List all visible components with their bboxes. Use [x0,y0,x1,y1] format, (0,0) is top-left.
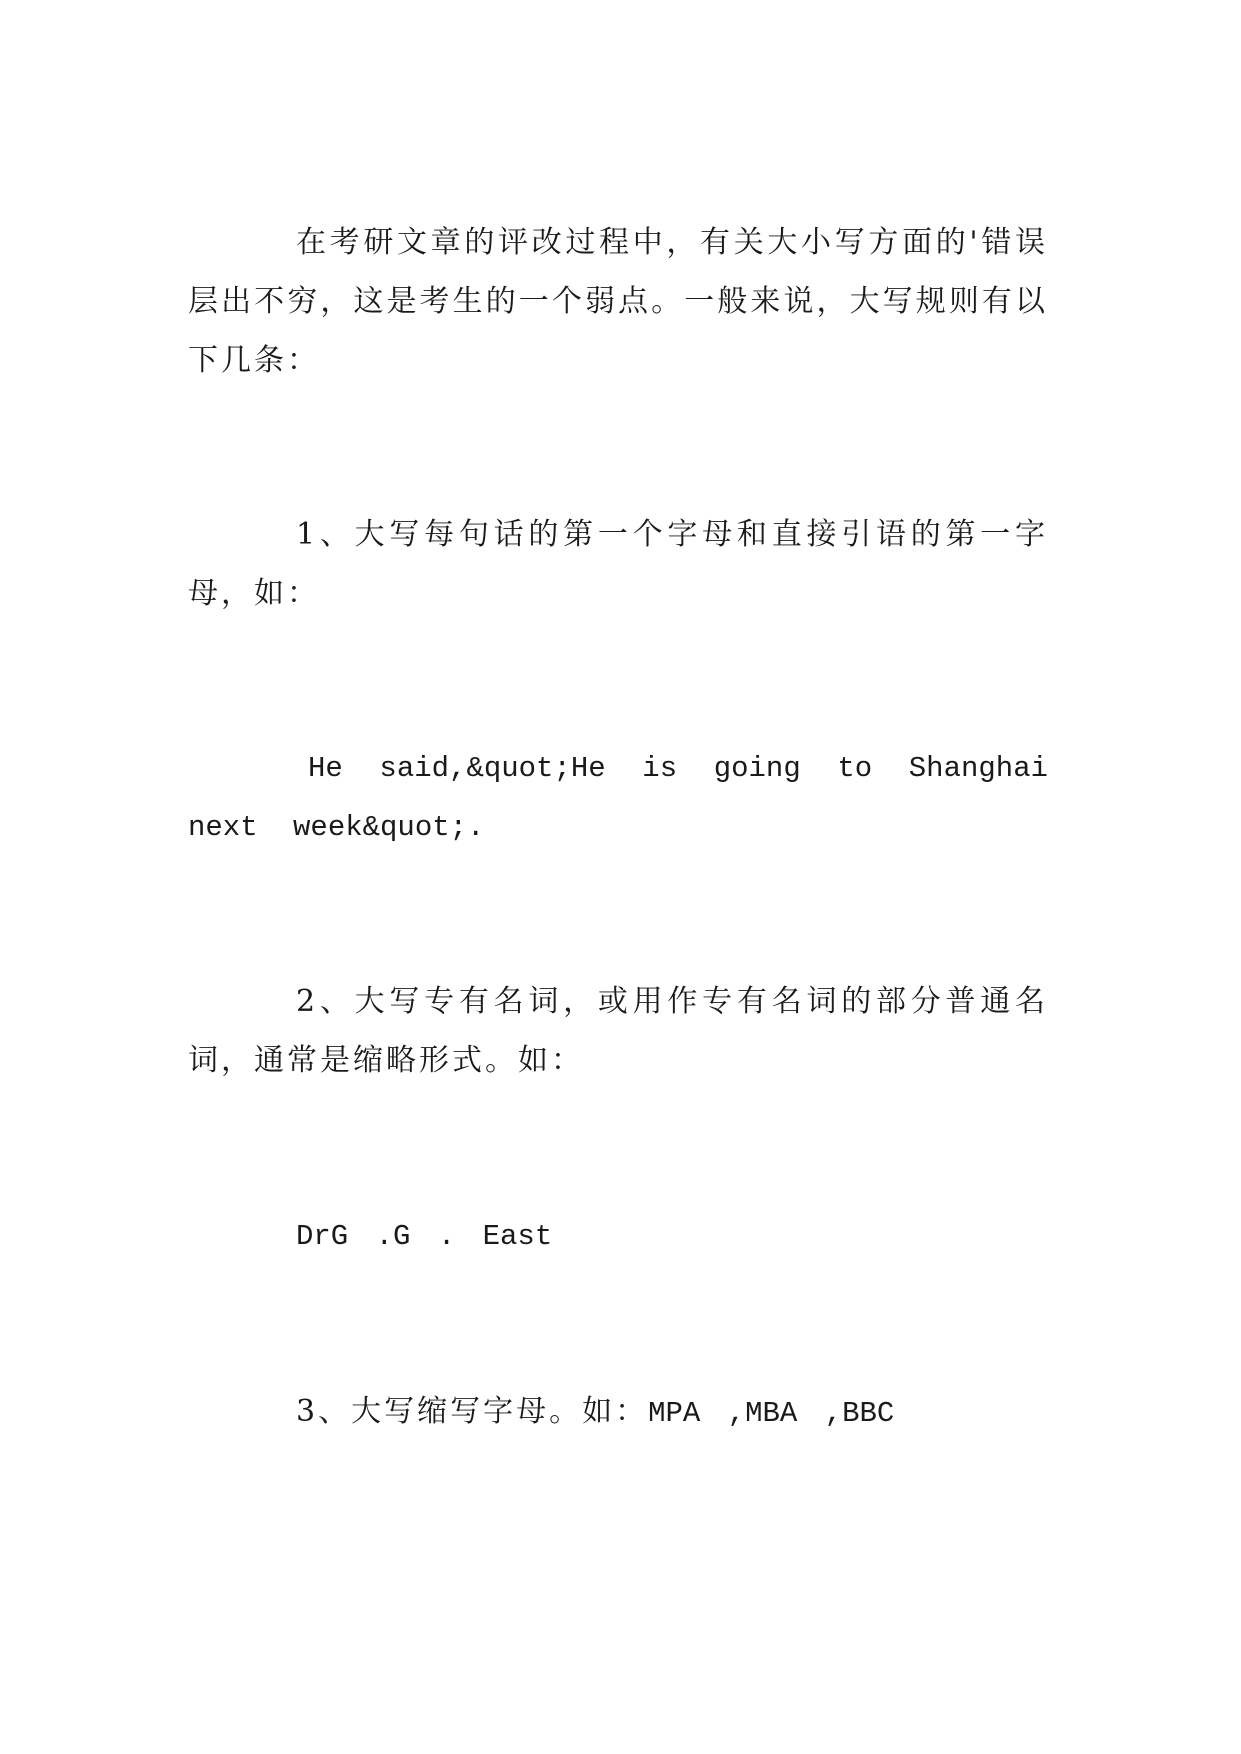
rule-3-examples: MPA ,MBA ,BBC [648,1397,895,1430]
intro-paragraph: 在考研文章的评改过程中，有关大小写方面的'错误层出不穷，这是考生的一个弱点。一般来说，大写规则有以下几条： [188,225,1048,378]
rule-1-paragraph: 1、大写每句话的第一个字母和直接引语的第一字母，如： [188,517,1048,611]
example-2-paragraph: DrG .G . East [296,1220,553,1253]
rule-2-paragraph: 2、大写专有名词，或用作专有名词的部分普通名词，通常是缩略形式。如： [188,984,1048,1078]
example-1-paragraph: He said,&quot;He is going to Shanghai next week&quot;. [188,752,1048,844]
rule-3-paragraph [188,1382,1048,1443]
rule-3-label: 3、大写缩写字母。如： [296,1394,649,1429]
